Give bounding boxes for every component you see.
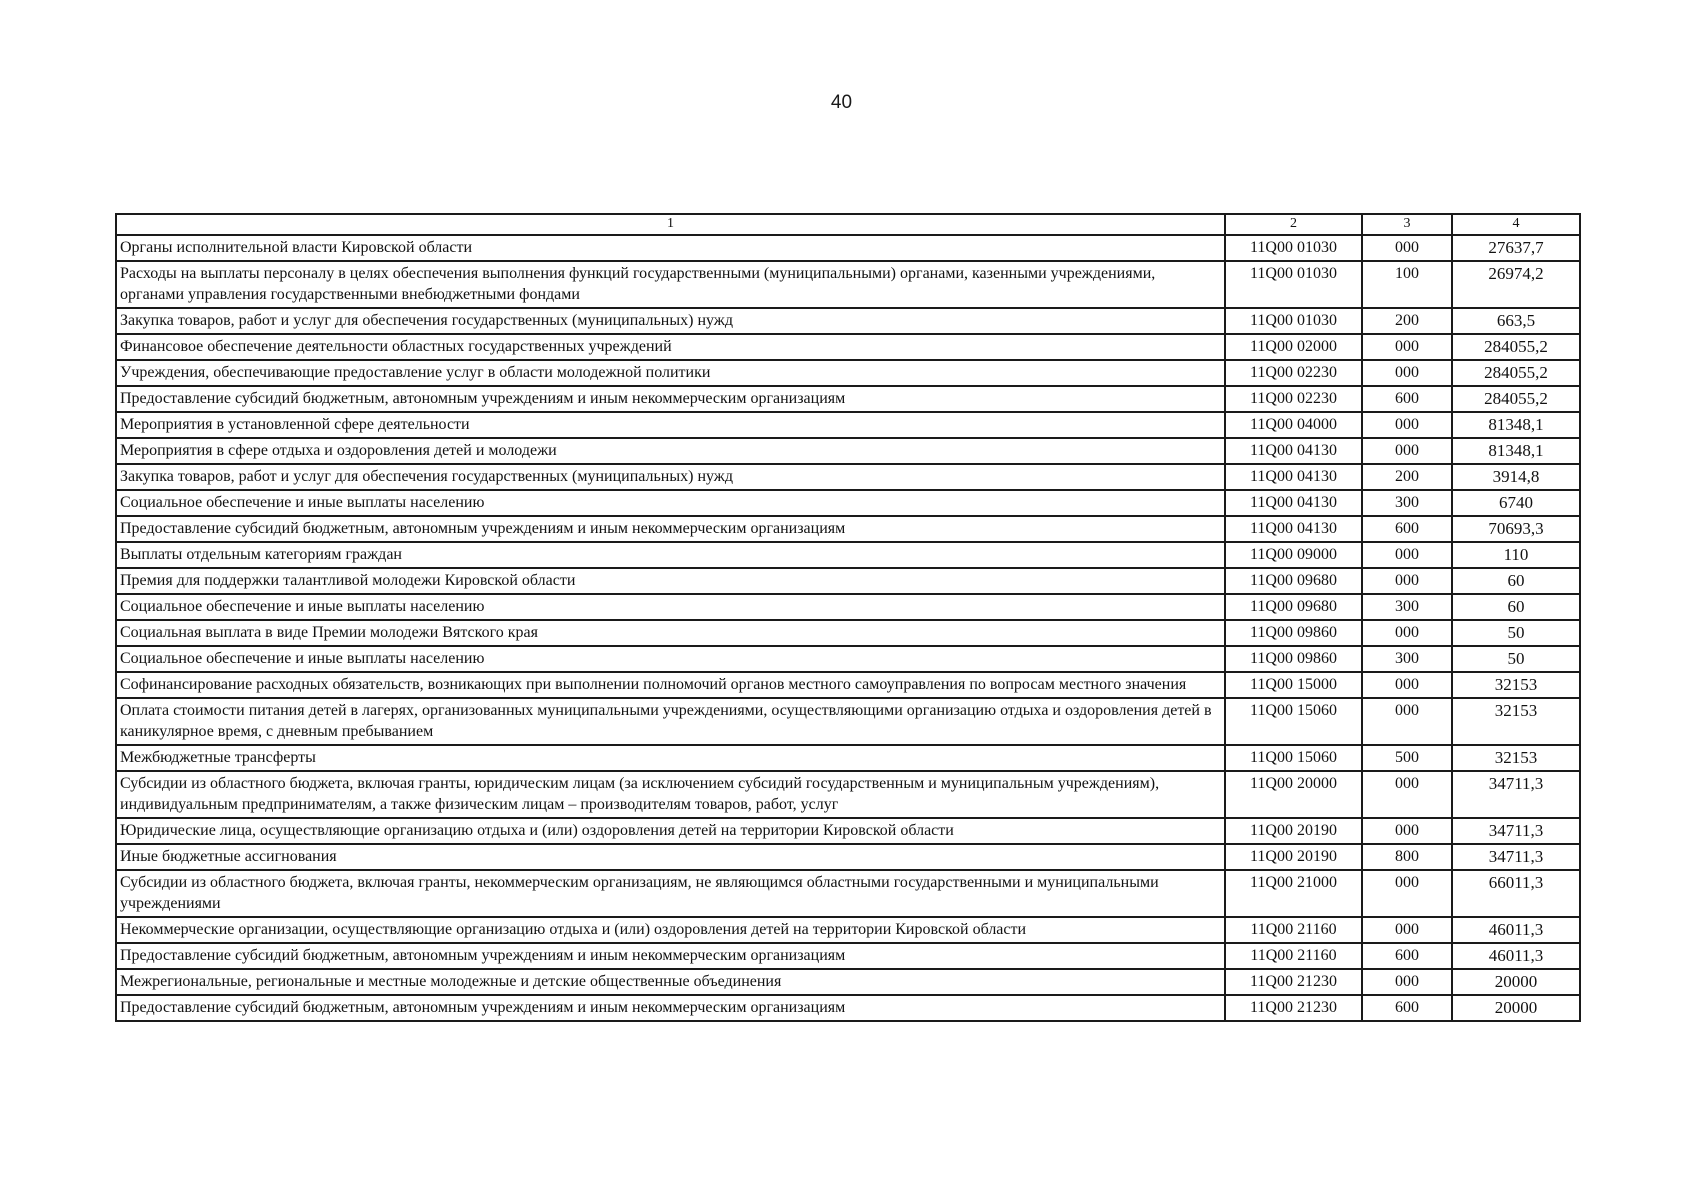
table-row [116, 672, 1580, 698]
table-row [116, 943, 1580, 969]
table-row [116, 516, 1580, 542]
row-sum-cell: 110 [1452, 542, 1580, 568]
table-row [116, 870, 1580, 917]
row-sum-cell: 81348,1 [1452, 438, 1580, 464]
column-header-1: 1 [116, 214, 1225, 235]
row-sum-cell: 6740 [1452, 490, 1580, 516]
row-name-cell: Выплаты отдельным категориям граждан [116, 542, 1225, 568]
row-sum-cell: 27637,7 [1452, 235, 1580, 261]
table-row [116, 542, 1580, 568]
row-name-cell: Юридические лица, осуществляющие организацию отдыха и (или) оздоровления детей на территории Кировской области [116, 818, 1225, 844]
row-code-cell: 11Q00 21230 [1225, 995, 1362, 1021]
row-sum-cell: 26974,2 [1452, 261, 1580, 308]
row-sum-cell: 34711,3 [1452, 844, 1580, 870]
column-header-4: 4 [1452, 214, 1580, 235]
row-type-cell: 000 [1362, 917, 1452, 943]
row-code-cell: 11Q00 02230 [1225, 386, 1362, 412]
row-code-cell: 11Q00 01030 [1225, 308, 1362, 334]
table-row [116, 646, 1580, 672]
row-code-cell: 11Q00 21000 [1225, 870, 1362, 917]
row-type-cell: 600 [1362, 943, 1452, 969]
row-name-cell: Премия для поддержки талантливой молодежи Кировской области [116, 568, 1225, 594]
row-code-cell: 11Q00 15000 [1225, 672, 1362, 698]
row-sum-cell: 60 [1452, 594, 1580, 620]
row-code-cell: 11Q00 02230 [1225, 360, 1362, 386]
table-row [116, 412, 1580, 438]
table-row [116, 261, 1580, 308]
row-sum-cell: 81348,1 [1452, 412, 1580, 438]
row-code-cell: 11Q00 09000 [1225, 542, 1362, 568]
row-sum-cell: 46011,3 [1452, 917, 1580, 943]
table-row [116, 969, 1580, 995]
row-name-cell: Межрегиональные, региональные и местные молодежные и детские общественные объединения [116, 969, 1225, 995]
table-header [116, 214, 1580, 235]
row-name-cell: Социальная выплата в виде Премии молодежи Вятского края [116, 620, 1225, 646]
row-type-cell: 000 [1362, 620, 1452, 646]
row-code-cell: 11Q00 01030 [1225, 261, 1362, 308]
row-type-cell: 000 [1362, 698, 1452, 745]
row-code-cell: 11Q00 15060 [1225, 698, 1362, 745]
row-sum-cell: 284055,2 [1452, 360, 1580, 386]
row-type-cell: 500 [1362, 745, 1452, 771]
row-sum-cell: 3914,8 [1452, 464, 1580, 490]
row-type-cell: 600 [1362, 386, 1452, 412]
table-row [116, 490, 1580, 516]
row-name-cell: Социальное обеспечение и иные выплаты населению [116, 490, 1225, 516]
row-name-cell: Социальное обеспечение и иные выплаты населению [116, 646, 1225, 672]
row-name-cell: Расходы на выплаты персоналу в целях обеспечения выполнения функций государственными (муниципальными) органами, казенными учреждениями, органами управления государственными внебюджетными фондами [116, 261, 1225, 308]
row-code-cell: 11Q00 04000 [1225, 412, 1362, 438]
row-sum-cell: 20000 [1452, 969, 1580, 995]
row-sum-cell: 284055,2 [1452, 334, 1580, 360]
row-sum-cell: 20000 [1452, 995, 1580, 1021]
row-sum-cell: 32153 [1452, 745, 1580, 771]
row-name-cell: Оплата стоимости питания детей в лагерях, организованных муниципальными учреждениями, осуществляющими организацию отдыха и оздоровления детей в каникулярное время, с дневным пребыванием [116, 698, 1225, 745]
row-type-cell: 800 [1362, 844, 1452, 870]
row-type-cell: 000 [1362, 672, 1452, 698]
row-name-cell: Финансовое обеспечение деятельности областных государственных учреждений [116, 334, 1225, 360]
row-name-cell: Мероприятия в установленной сфере деятельности [116, 412, 1225, 438]
table-row [116, 620, 1580, 646]
budget-table [115, 213, 1581, 1022]
row-name-cell: Предоставление субсидий бюджетным, автономным учреждениям и иным некоммерческим организациям [116, 943, 1225, 969]
row-type-cell: 000 [1362, 412, 1452, 438]
row-code-cell: 11Q00 20190 [1225, 818, 1362, 844]
row-sum-cell: 32153 [1452, 698, 1580, 745]
table-row [116, 917, 1580, 943]
row-sum-cell: 32153 [1452, 672, 1580, 698]
row-name-cell: Учреждения, обеспечивающие предоставление услуг в области молодежной политики [116, 360, 1225, 386]
row-code-cell: 11Q00 09860 [1225, 646, 1362, 672]
table-row [116, 995, 1580, 1021]
row-type-cell: 000 [1362, 334, 1452, 360]
row-name-cell: Софинансирование расходных обязательств, возникающих при выполнении полномочий органов местного самоуправления по вопросам местного значения [116, 672, 1225, 698]
row-type-cell: 000 [1362, 568, 1452, 594]
table-row [116, 771, 1580, 818]
table-row [116, 464, 1580, 490]
table-row [116, 360, 1580, 386]
row-code-cell: 11Q00 21160 [1225, 943, 1362, 969]
row-code-cell: 11Q00 04130 [1225, 490, 1362, 516]
row-sum-cell: 66011,3 [1452, 870, 1580, 917]
row-type-cell: 000 [1362, 771, 1452, 818]
table-row [116, 568, 1580, 594]
row-name-cell: Субсидии из областного бюджета, включая гранты, некоммерческим организациям, не являющимся областными государственными и муниципальными учреждениями [116, 870, 1225, 917]
row-code-cell: 11Q00 20000 [1225, 771, 1362, 818]
row-name-cell: Предоставление субсидий бюджетным, автономным учреждениям и иным некоммерческим организациям [116, 386, 1225, 412]
row-type-cell: 300 [1362, 490, 1452, 516]
row-type-cell: 000 [1362, 235, 1452, 261]
table-row [116, 235, 1580, 261]
row-type-cell: 100 [1362, 261, 1452, 308]
row-name-cell: Закупка товаров, работ и услуг для обеспечения государственных (муниципальных) нужд [116, 308, 1225, 334]
row-code-cell: 11Q00 09680 [1225, 594, 1362, 620]
row-sum-cell: 70693,3 [1452, 516, 1580, 542]
table-row [116, 698, 1580, 745]
table-row [116, 386, 1580, 412]
row-sum-cell: 34711,3 [1452, 818, 1580, 844]
row-type-cell: 000 [1362, 542, 1452, 568]
row-name-cell: Межбюджетные трансферты [116, 745, 1225, 771]
row-type-cell: 000 [1362, 818, 1452, 844]
row-sum-cell: 50 [1452, 620, 1580, 646]
table-row [116, 594, 1580, 620]
row-type-cell: 000 [1362, 438, 1452, 464]
row-sum-cell: 663,5 [1452, 308, 1580, 334]
row-type-cell: 600 [1362, 516, 1452, 542]
row-code-cell: 11Q00 04130 [1225, 464, 1362, 490]
table-row [116, 438, 1580, 464]
row-sum-cell: 60 [1452, 568, 1580, 594]
column-header-3: 3 [1362, 214, 1452, 235]
row-type-cell: 300 [1362, 646, 1452, 672]
row-sum-cell: 46011,3 [1452, 943, 1580, 969]
table-row [116, 334, 1580, 360]
row-code-cell: 11Q00 04130 [1225, 438, 1362, 464]
table-row [116, 745, 1580, 771]
row-type-cell: 000 [1362, 870, 1452, 917]
row-name-cell: Мероприятия в сфере отдыха и оздоровления детей и молодежи [116, 438, 1225, 464]
row-code-cell: 11Q00 01030 [1225, 235, 1362, 261]
table-row [116, 308, 1580, 334]
row-code-cell: 11Q00 02000 [1225, 334, 1362, 360]
row-type-cell: 000 [1362, 969, 1452, 995]
table-row [116, 844, 1580, 870]
row-type-cell: 000 [1362, 360, 1452, 386]
row-code-cell: 11Q00 09680 [1225, 568, 1362, 594]
row-name-cell: Некоммерческие организации, осуществляющие организацию отдыха и (или) оздоровления детей на территории Кировской области [116, 917, 1225, 943]
row-code-cell: 11Q00 21230 [1225, 969, 1362, 995]
row-name-cell: Субсидии из областного бюджета, включая гранты, юридическим лицам (за исключением субсидий государственным и муниципальным учреждениям), индивидуальным предпринимателям, а также физическим лицам – производителям товаров, работ, услуг [116, 771, 1225, 818]
row-code-cell: 11Q00 21160 [1225, 917, 1362, 943]
table-row [116, 818, 1580, 844]
row-name-cell: Закупка товаров, работ и услуг для обеспечения государственных (муниципальных) нужд [116, 464, 1225, 490]
row-name-cell: Социальное обеспечение и иные выплаты населению [116, 594, 1225, 620]
row-name-cell: Предоставление субсидий бюджетным, автономным учреждениям и иным некоммерческим организациям [116, 516, 1225, 542]
row-code-cell: 11Q00 04130 [1225, 516, 1362, 542]
row-code-cell: 11Q00 20190 [1225, 844, 1362, 870]
row-type-cell: 600 [1362, 995, 1452, 1021]
row-name-cell: Органы исполнительной власти Кировской области [116, 235, 1225, 261]
table-body [116, 235, 1580, 1021]
row-type-cell: 200 [1362, 464, 1452, 490]
row-name-cell: Иные бюджетные ассигнования [116, 844, 1225, 870]
row-sum-cell: 50 [1452, 646, 1580, 672]
header-row [116, 214, 1580, 235]
row-code-cell: 11Q00 15060 [1225, 745, 1362, 771]
row-type-cell: 300 [1362, 594, 1452, 620]
row-type-cell: 200 [1362, 308, 1452, 334]
page-number: 40 [830, 92, 853, 113]
row-sum-cell: 284055,2 [1452, 386, 1580, 412]
row-name-cell: Предоставление субсидий бюджетным, автономным учреждениям и иным некоммерческим организациям [116, 995, 1225, 1021]
row-sum-cell: 34711,3 [1452, 771, 1580, 818]
row-code-cell: 11Q00 09860 [1225, 620, 1362, 646]
column-header-2: 2 [1225, 214, 1362, 235]
